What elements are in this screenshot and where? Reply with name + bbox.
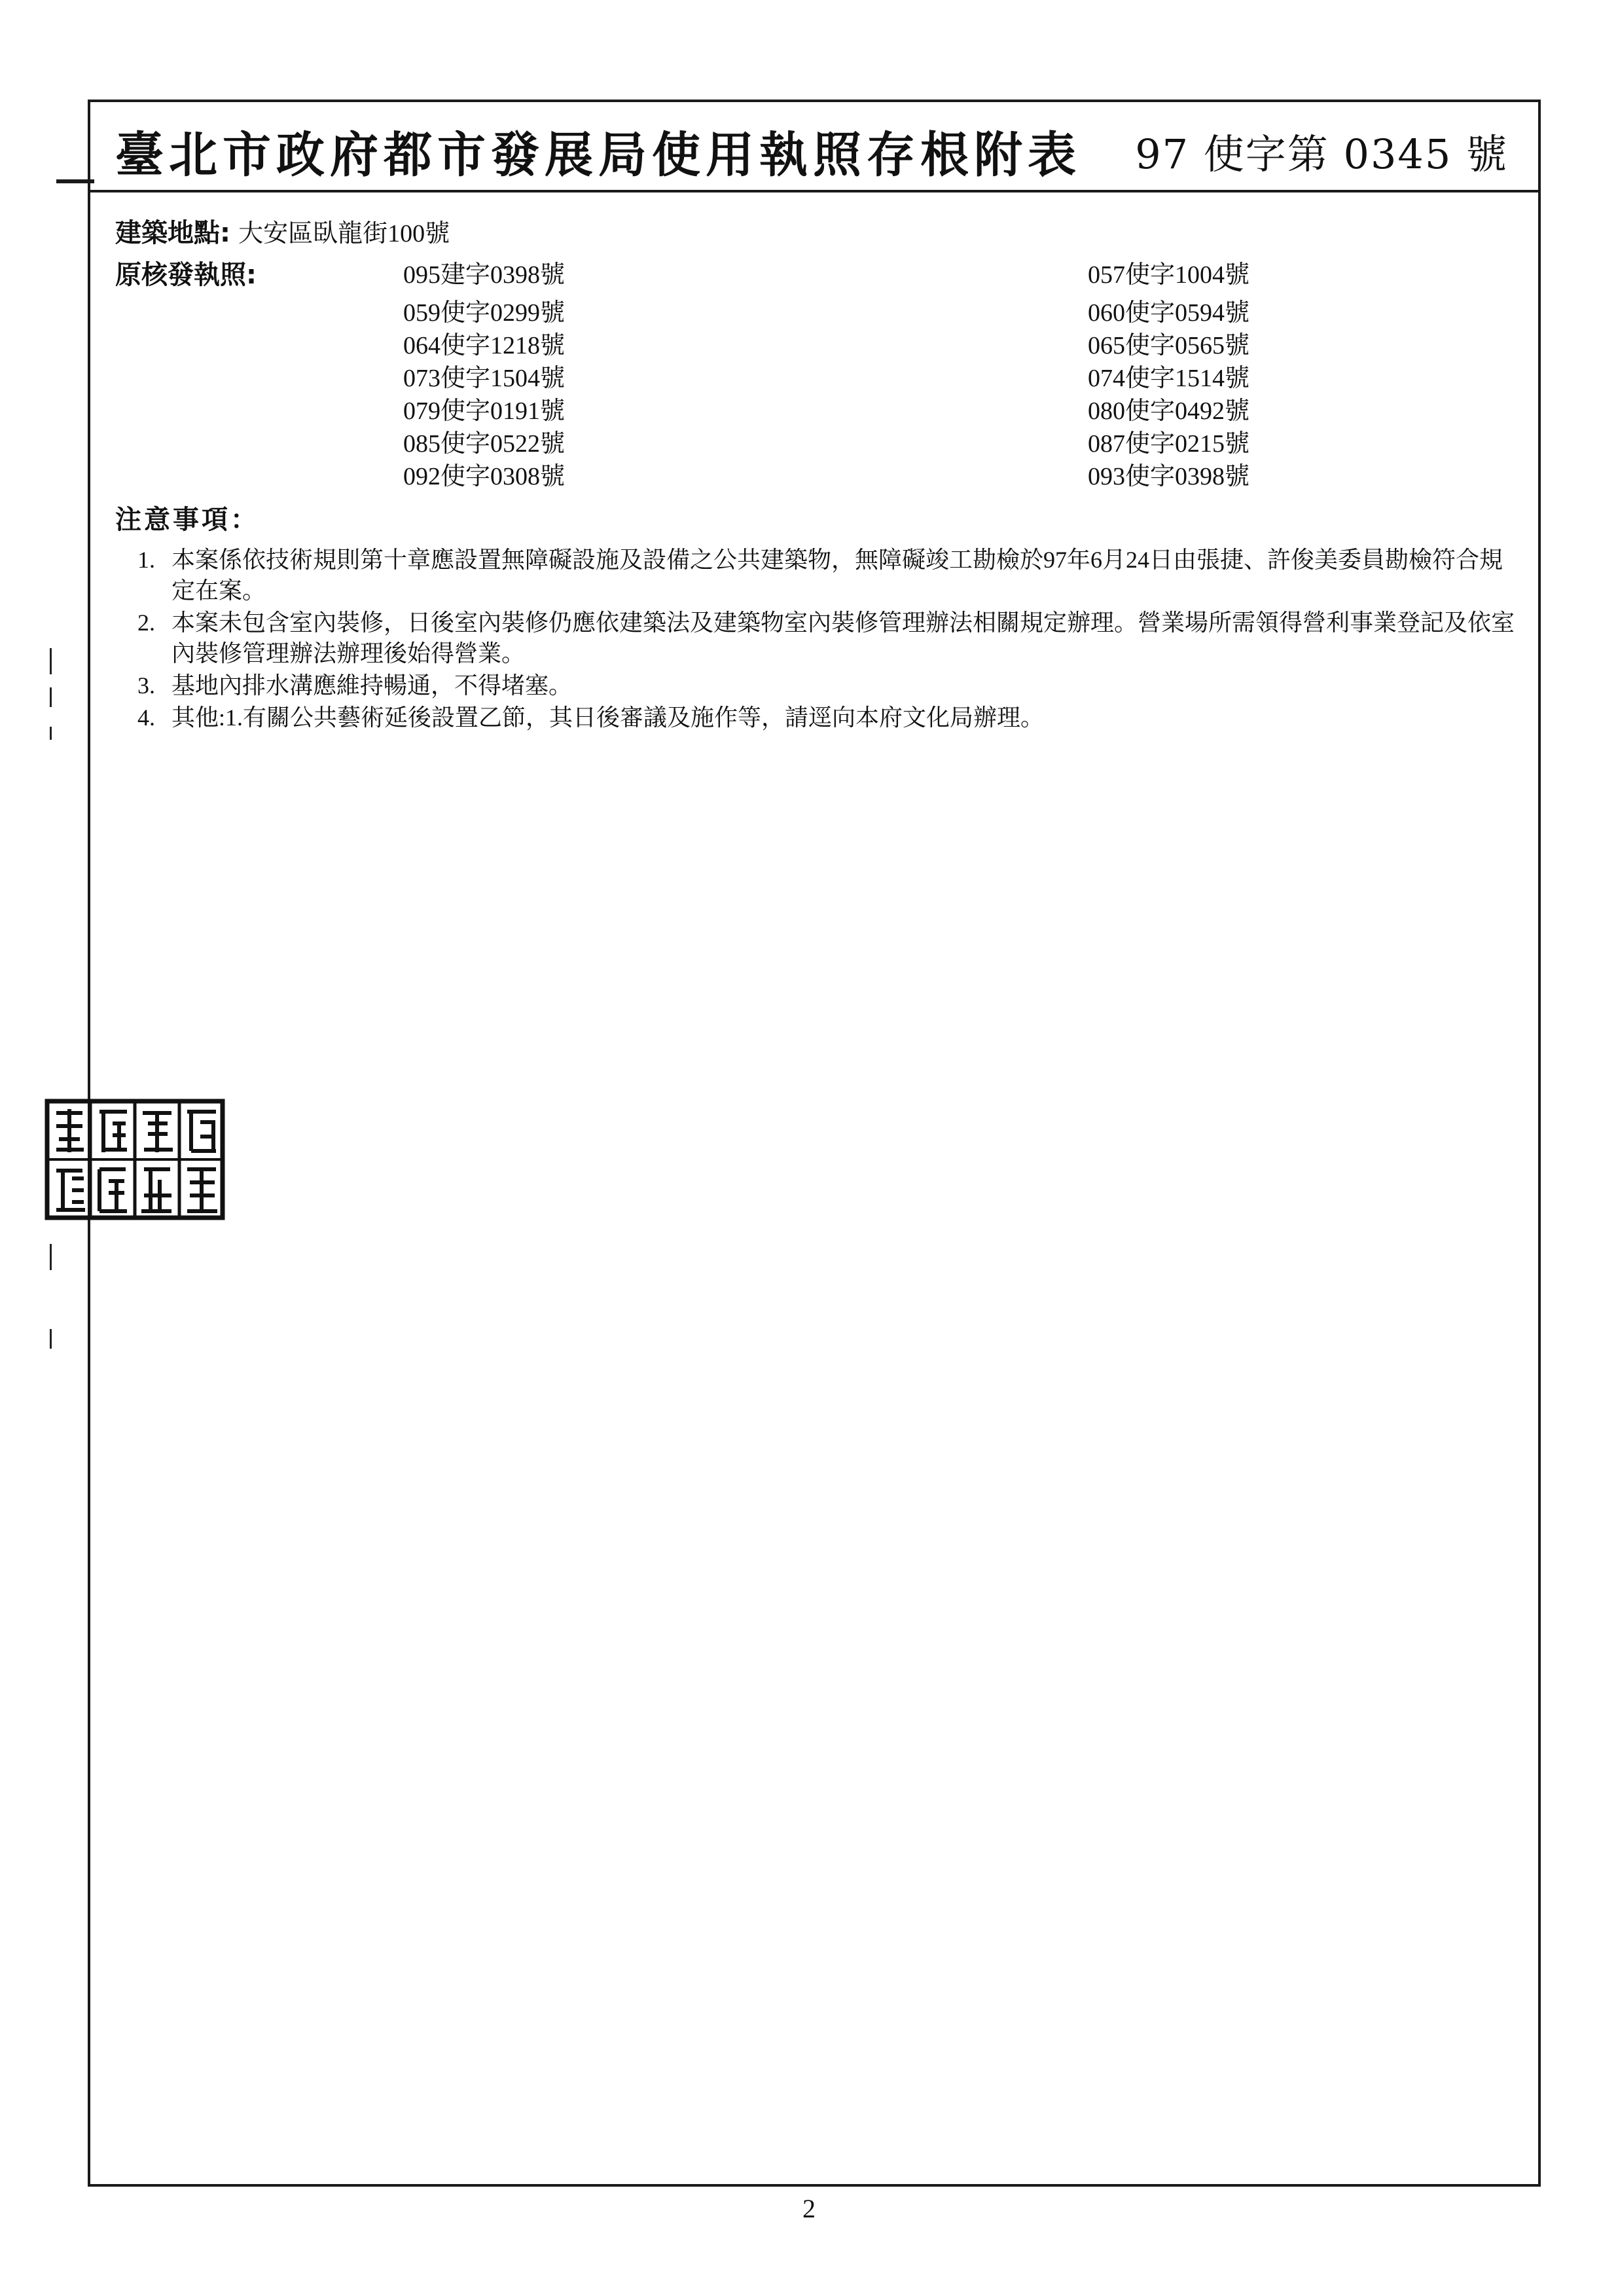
building-site-separator: : — [220, 218, 230, 248]
license-entry: 092使字0308號 — [403, 463, 566, 490]
notes-list — [137, 545, 1525, 735]
license-entry: 073使字1504號 — [403, 365, 566, 392]
license-entry: 057使字1004號 — [1088, 261, 1250, 289]
license-entry: 093使字0398號 — [1088, 463, 1250, 490]
note-text: 本案未包含室內裝修，日後室內裝修仍應依建築法及建築物室內裝修管理辦法相關規定辦理。營業場所需領得營利事業登記及依室內裝修管理辦法辦理後始得營業。 — [171, 610, 1515, 666]
license-entry: 095建字0398號 — [403, 261, 566, 289]
note-number: 3. — [137, 672, 155, 699]
note-item — [137, 702, 1525, 733]
license-entry: 079使字0191號 — [403, 397, 566, 425]
note-text: 基地內排水溝應維持暢通，不得堵塞。 — [171, 672, 573, 699]
margin-tick — [50, 1244, 52, 1270]
document-title: 臺北市政府都市發展局使用執照存根附表 — [115, 127, 1081, 183]
title-bar — [90, 102, 1538, 192]
license-entry: 064使字1218號 — [403, 332, 566, 359]
note-number: 4. — [137, 704, 155, 731]
original-licenses-label: 原核發執照: — [115, 260, 257, 290]
note-item — [137, 545, 1525, 606]
license-entry: 080使字0492號 — [1088, 397, 1250, 425]
margin-tick — [50, 687, 52, 707]
page-number: 2 — [802, 2194, 816, 2223]
building-site-label: 建築地點 — [115, 218, 220, 248]
notes-title: 注意事項： — [115, 505, 259, 535]
margin-tick — [50, 1329, 52, 1349]
official-seal-stamp — [43, 1097, 226, 1222]
note-text: 其他:1.有關公共藝術延後設置乙節，其日後審議及施作等，請逕向本府文化局辦理。 — [171, 704, 1045, 731]
license-entry: 059使字0299號 — [403, 299, 566, 327]
note-number: 2. — [137, 610, 155, 636]
license-entry: 065使字0565號 — [1088, 332, 1250, 359]
note-item — [137, 608, 1525, 669]
permit-number: 97 使字第 0345 號 — [1135, 130, 1508, 178]
building-site-row — [115, 212, 450, 249]
license-entry: 087使字0215號 — [1088, 430, 1250, 458]
margin-tick — [50, 727, 52, 740]
note-item — [137, 670, 1525, 701]
building-site-value: 大安區臥龍街100號 — [238, 220, 450, 247]
note-number: 1. — [137, 547, 155, 573]
original-licenses-section — [115, 254, 1509, 490]
document-frame — [88, 100, 1541, 2187]
note-text: 本案係依技術規則第十章應設置無障礙設施及設備之公共建築物，無障礙竣工勘檢於97年6月24日由張捷、許俊美委員勘檢符合規定在案。 — [171, 547, 1503, 604]
license-entry: 060使字0594號 — [1088, 299, 1250, 327]
license-entry: 085使字0522號 — [403, 430, 566, 458]
margin-tick — [50, 648, 52, 674]
license-entry: 074使字1514號 — [1088, 365, 1250, 392]
